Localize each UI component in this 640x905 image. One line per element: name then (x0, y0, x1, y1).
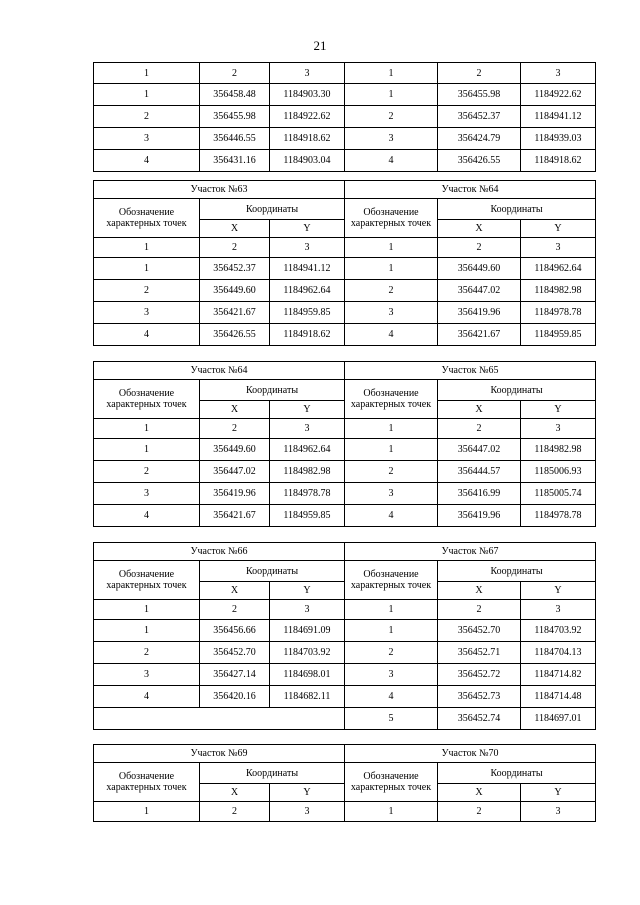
x-cell: 356455.98 (438, 84, 521, 106)
y-cell: 1184903.04 (270, 150, 345, 172)
table-row (94, 686, 596, 708)
x-cell: 356458.48 (200, 84, 270, 106)
empty-cell (94, 708, 345, 730)
point-cell: 2 (345, 461, 438, 483)
y-cell: 1184978.78 (521, 302, 596, 324)
table-header-row (94, 763, 596, 784)
y-cell: 1184962.64 (270, 439, 345, 461)
point-cell: 2 (94, 642, 200, 664)
x-cell: 356447.02 (438, 280, 521, 302)
page-number: 21 (313, 38, 327, 53)
x-cell: 356421.67 (438, 324, 521, 346)
index-cell: 2 (200, 238, 270, 258)
x-cell: 356449.60 (200, 280, 270, 302)
plot-title-left: Участок №66 (94, 543, 345, 561)
index-cell: 2 (438, 600, 521, 620)
coordinates-header: Координаты (438, 561, 596, 582)
point-cell: 1 (94, 620, 200, 642)
index-cell: 3 (270, 63, 345, 84)
x-cell: 356452.72 (438, 664, 521, 686)
point-cell: 2 (345, 106, 438, 128)
y-cell: 1184959.85 (270, 505, 345, 527)
table-row (94, 642, 596, 664)
y-header: Y (270, 220, 345, 238)
table-header-row (94, 199, 596, 220)
index-cell: 3 (521, 600, 596, 620)
table-row (94, 128, 596, 150)
x-cell: 356452.73 (438, 686, 521, 708)
table-index-row (94, 802, 596, 822)
y-header: Y (270, 784, 345, 802)
index-cell: 3 (521, 419, 596, 439)
index-cell: 1 (345, 63, 438, 84)
x-cell: 356452.74 (438, 708, 521, 730)
x-cell: 356456.66 (200, 620, 270, 642)
point-cell: 3 (94, 128, 200, 150)
coordinates-header: Координаты (200, 199, 345, 220)
y-cell: 1184982.98 (521, 439, 596, 461)
y-cell: 1184691.09 (270, 620, 345, 642)
y-header: Y (521, 784, 596, 802)
index-cell: 3 (270, 419, 345, 439)
x-cell: 356449.60 (200, 439, 270, 461)
x-cell: 356447.02 (200, 461, 270, 483)
table-index-row (94, 600, 596, 620)
coordinates-table-continued (93, 62, 596, 172)
point-cell: 1 (94, 258, 200, 280)
index-cell: 1 (345, 802, 438, 822)
y-header: Y (521, 582, 596, 600)
index-cell: 1 (94, 419, 200, 439)
index-cell: 2 (438, 238, 521, 258)
point-cell: 2 (94, 461, 200, 483)
point-designation-header: Обозначение характерных точек (345, 763, 438, 802)
y-cell: 1184941.12 (521, 106, 596, 128)
index-cell: 3 (521, 802, 596, 822)
point-cell: 3 (345, 302, 438, 324)
y-cell: 1184703.92 (521, 620, 596, 642)
plot-title-left: Участок №63 (94, 181, 345, 199)
point-designation-header: Обозначение характерных точек (345, 380, 438, 419)
table-header-row (94, 380, 596, 401)
point-cell: 1 (345, 258, 438, 280)
x-cell: 356452.70 (200, 642, 270, 664)
point-cell: 4 (345, 150, 438, 172)
index-cell: 1 (94, 802, 200, 822)
table-title-row (94, 362, 596, 380)
point-cell: 2 (94, 106, 200, 128)
y-cell: 1184941.12 (270, 258, 345, 280)
index-cell: 2 (200, 419, 270, 439)
point-cell: 4 (345, 505, 438, 527)
y-cell: 1184922.62 (521, 84, 596, 106)
table-row (94, 150, 596, 172)
x-cell: 356444.57 (438, 461, 521, 483)
index-cell: 3 (521, 238, 596, 258)
x-cell: 356421.67 (200, 302, 270, 324)
index-cell: 1 (94, 238, 200, 258)
point-cell: 3 (345, 128, 438, 150)
y-cell: 1184982.98 (521, 280, 596, 302)
point-cell: 4 (94, 505, 200, 527)
point-cell: 3 (94, 483, 200, 505)
index-cell: 1 (345, 600, 438, 620)
x-header: X (438, 220, 521, 238)
x-cell: 356419.96 (438, 505, 521, 527)
plot-title-right: Участок №64 (345, 181, 596, 199)
coordinates-header: Координаты (438, 380, 596, 401)
y-cell: 1184962.64 (270, 280, 345, 302)
point-cell: 2 (345, 280, 438, 302)
index-cell: 2 (200, 63, 270, 84)
point-cell: 2 (94, 280, 200, 302)
index-cell: 2 (200, 600, 270, 620)
y-cell: 1184698.01 (270, 664, 345, 686)
table-row (94, 302, 596, 324)
point-cell: 4 (94, 324, 200, 346)
index-cell: 2 (438, 419, 521, 439)
x-header: X (200, 784, 270, 802)
x-cell: 356419.96 (438, 302, 521, 324)
x-cell: 356452.37 (200, 258, 270, 280)
x-header: X (200, 401, 270, 419)
x-cell: 356416.99 (438, 483, 521, 505)
coordinates-table-64-65 (93, 361, 596, 527)
y-header: Y (521, 220, 596, 238)
table-row (94, 439, 596, 461)
y-cell: 1184682.11 (270, 686, 345, 708)
y-cell: 1184918.62 (270, 324, 345, 346)
index-cell: 2 (200, 802, 270, 822)
y-cell: 1184939.03 (521, 128, 596, 150)
coordinates-header: Координаты (200, 763, 345, 784)
x-header: X (438, 401, 521, 419)
index-cell: 2 (438, 802, 521, 822)
y-cell: 1185005.74 (521, 483, 596, 505)
y-cell: 1184959.85 (270, 302, 345, 324)
x-cell: 356420.16 (200, 686, 270, 708)
point-designation-header: Обозначение характерных точек (94, 763, 200, 802)
x-cell: 356421.67 (200, 505, 270, 527)
index-cell: 3 (521, 63, 596, 84)
x-header: X (438, 582, 521, 600)
point-cell: 4 (345, 324, 438, 346)
table-row (94, 258, 596, 280)
x-cell: 356426.55 (438, 150, 521, 172)
table-row (94, 324, 596, 346)
coordinates-table-66-67 (93, 542, 596, 730)
point-cell: 4 (94, 686, 200, 708)
coordinates-header: Координаты (438, 763, 596, 784)
index-cell: 2 (438, 63, 521, 84)
plot-title-right: Участок №70 (345, 745, 596, 763)
point-cell: 4 (345, 686, 438, 708)
x-cell: 356449.60 (438, 258, 521, 280)
x-cell: 356455.98 (200, 106, 270, 128)
table-header-row (94, 561, 596, 582)
y-cell: 1184697.01 (521, 708, 596, 730)
coordinates-table-63-64 (93, 180, 596, 346)
table-row (94, 461, 596, 483)
y-cell: 1184922.62 (270, 106, 345, 128)
table-title-row (94, 543, 596, 561)
x-cell: 356452.70 (438, 620, 521, 642)
y-cell: 1184703.92 (270, 642, 345, 664)
x-cell: 356446.55 (200, 128, 270, 150)
x-header: X (200, 220, 270, 238)
x-cell: 356419.96 (200, 483, 270, 505)
plot-title-left: Участок №64 (94, 362, 345, 380)
table-row (94, 708, 596, 730)
index-cell: 1 (94, 600, 200, 620)
index-cell: 3 (270, 238, 345, 258)
y-header: Y (270, 582, 345, 600)
point-cell: 3 (345, 483, 438, 505)
plot-title-left: Участок №69 (94, 745, 345, 763)
y-cell: 1184982.98 (270, 461, 345, 483)
coordinates-header: Координаты (438, 199, 596, 220)
index-cell: 1 (345, 238, 438, 258)
point-cell: 3 (345, 664, 438, 686)
x-cell: 356452.71 (438, 642, 521, 664)
x-header: X (438, 784, 521, 802)
x-cell: 356426.55 (200, 324, 270, 346)
point-cell: 5 (345, 708, 438, 730)
coordinates-header: Координаты (200, 561, 345, 582)
y-cell: 1184903.30 (270, 84, 345, 106)
coordinates-table-69-70 (93, 744, 596, 822)
y-cell: 1184714.48 (521, 686, 596, 708)
table-index-row (94, 419, 596, 439)
x-header: X (200, 582, 270, 600)
point-cell: 3 (94, 664, 200, 686)
point-cell: 3 (94, 302, 200, 324)
index-cell: 1 (94, 63, 200, 84)
y-cell: 1184962.64 (521, 258, 596, 280)
index-cell: 3 (270, 802, 345, 822)
y-cell: 1184918.62 (270, 128, 345, 150)
y-header: Y (270, 401, 345, 419)
table-title-row (94, 745, 596, 763)
point-cell: 4 (94, 150, 200, 172)
point-cell: 1 (345, 439, 438, 461)
x-cell: 356431.16 (200, 150, 270, 172)
table-index-row (94, 63, 596, 84)
y-cell: 1184978.78 (270, 483, 345, 505)
table-row (94, 505, 596, 527)
coordinates-header: Координаты (200, 380, 345, 401)
point-cell: 1 (345, 620, 438, 642)
y-cell: 1184959.85 (521, 324, 596, 346)
y-cell: 1184704.13 (521, 642, 596, 664)
plot-title-right: Участок №67 (345, 543, 596, 561)
point-designation-header: Обозначение характерных точек (94, 199, 200, 238)
point-designation-header: Обозначение характерных точек (94, 561, 200, 600)
table-row (94, 483, 596, 505)
y-cell: 1185006.93 (521, 461, 596, 483)
table-row (94, 106, 596, 128)
index-cell: 3 (270, 600, 345, 620)
table-title-row (94, 181, 596, 199)
point-cell: 1 (94, 439, 200, 461)
x-cell: 356447.02 (438, 439, 521, 461)
point-designation-header: Обозначение характерных точек (94, 380, 200, 419)
point-cell: 1 (345, 84, 438, 106)
table-row (94, 664, 596, 686)
y-cell: 1184714.82 (521, 664, 596, 686)
table-row (94, 620, 596, 642)
x-cell: 356452.37 (438, 106, 521, 128)
table-index-row (94, 238, 596, 258)
y-cell: 1184978.78 (521, 505, 596, 527)
x-cell: 356427.14 (200, 664, 270, 686)
y-cell: 1184918.62 (521, 150, 596, 172)
x-cell: 356424.79 (438, 128, 521, 150)
plot-title-right: Участок №65 (345, 362, 596, 380)
table-row (94, 280, 596, 302)
point-cell: 2 (345, 642, 438, 664)
index-cell: 1 (345, 419, 438, 439)
point-cell: 1 (94, 84, 200, 106)
point-designation-header: Обозначение характерных точек (345, 199, 438, 238)
y-header: Y (521, 401, 596, 419)
table-row (94, 84, 596, 106)
point-designation-header: Обозначение характерных точек (345, 561, 438, 600)
